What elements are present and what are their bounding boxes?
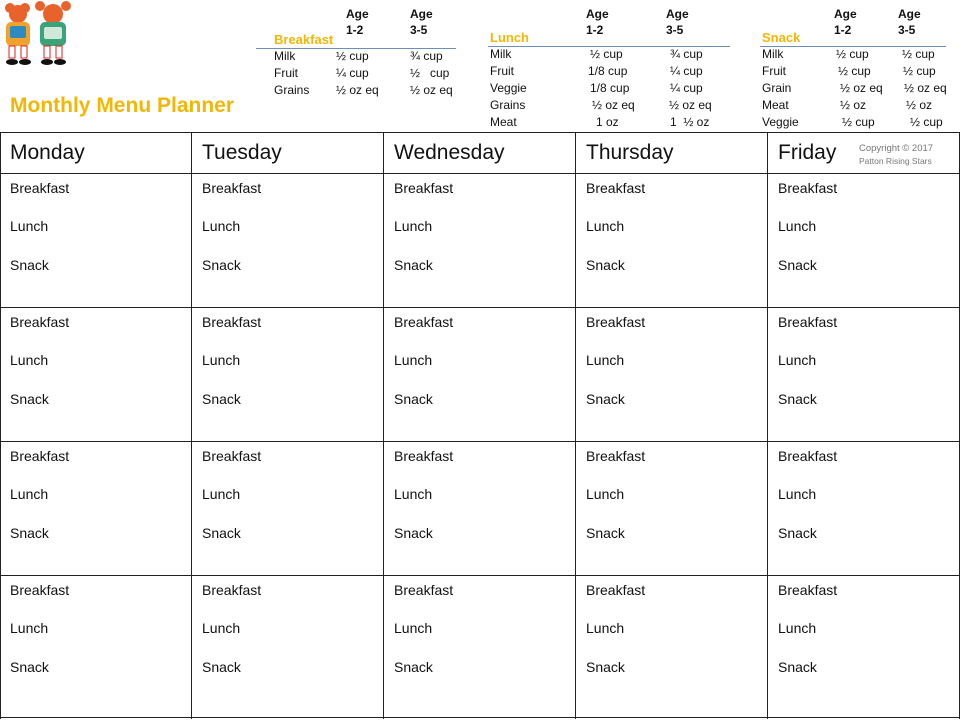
snack-row: Veggie ½ cup ½ cup <box>762 115 943 129</box>
day-header-tuesday: Tuesday <box>202 141 282 164</box>
meal-label: Lunch <box>778 620 817 636</box>
page-title: Monthly Menu Planner <box>10 94 235 117</box>
day-header-thursday: Thursday <box>586 141 674 164</box>
breakfast-row: Milk ½ cup ¾ cup <box>274 49 443 63</box>
meal-label: Breakfast <box>10 180 70 196</box>
age-1-2-header: Age 1-2 <box>346 7 369 37</box>
copyright-notice <box>859 142 959 168</box>
meal-label: Snack <box>586 391 625 407</box>
grid-column-divider <box>191 133 192 719</box>
meal-label: Snack <box>10 391 49 407</box>
day-cell[interactable] <box>10 576 190 706</box>
meal-label: Breakfast <box>394 180 454 196</box>
meal-label: Lunch <box>202 352 241 368</box>
snack-row: Fruit ½ cup ½ cup <box>762 64 936 78</box>
meal-label: Lunch <box>778 352 817 368</box>
meal-label: Breakfast <box>202 582 262 598</box>
meal-label: Breakfast <box>394 314 454 330</box>
meal-label: Lunch <box>586 486 625 502</box>
meal-label: Lunch <box>394 352 433 368</box>
meal-label: Breakfast <box>10 448 70 464</box>
meal-label: Lunch <box>778 218 817 234</box>
day-cell[interactable] <box>10 308 190 438</box>
day-cell[interactable] <box>394 442 574 572</box>
meal-label: Lunch <box>202 486 241 502</box>
copyright-owner: Patton Rising Stars <box>859 156 932 166</box>
snack-row: Milk ½ cup ½ cup <box>762 47 935 61</box>
day-header-monday: Monday <box>10 141 85 164</box>
meal-label: Breakfast <box>394 448 454 464</box>
meal-label: Lunch <box>10 486 49 502</box>
meal-label: Breakfast <box>394 582 454 598</box>
age-1-2-header: Age 1-2 <box>834 7 857 37</box>
meal-label: Snack <box>202 659 241 675</box>
meal-label: Snack <box>202 257 241 273</box>
grid-column-divider <box>0 133 1 719</box>
day-cell[interactable] <box>10 174 190 304</box>
day-cell[interactable] <box>394 174 574 304</box>
meal-label: Breakfast <box>778 180 838 196</box>
grid-row-divider <box>0 717 960 718</box>
day-cell[interactable] <box>586 576 766 706</box>
meal-label: Snack <box>394 257 433 273</box>
age-3-5-header: Age 3-5 <box>410 7 433 37</box>
day-cell[interactable] <box>394 308 574 438</box>
breakfast-serving-reference <box>256 0 460 100</box>
meal-label: Breakfast <box>202 448 262 464</box>
meal-label: Breakfast <box>586 448 646 464</box>
lunch-row: Fruit 1/8 cup ¼ cup <box>490 64 703 78</box>
meal-label: Lunch <box>586 218 625 234</box>
day-cell[interactable] <box>202 576 382 706</box>
age-3-5-header: Age 3-5 <box>666 7 689 37</box>
grid-column-divider <box>767 133 768 719</box>
age-1-2-header: Age 1-2 <box>586 7 609 37</box>
meal-label: Breakfast <box>586 180 646 196</box>
lunch-heading: Lunch <box>490 30 529 45</box>
day-cell[interactable] <box>778 174 958 304</box>
breakfast-row: Fruit ¼ cup ½ cup <box>274 66 450 80</box>
two-kids-with-backpacks-icon <box>0 0 80 70</box>
day-cell[interactable] <box>778 576 958 706</box>
breakfast-row: Grains ½ oz eq ½ oz eq <box>274 83 453 97</box>
meal-label: Breakfast <box>586 582 646 598</box>
snack-serving-reference <box>760 0 958 132</box>
meal-label: Lunch <box>10 620 49 636</box>
meal-label: Snack <box>394 659 433 675</box>
meal-label: Snack <box>394 391 433 407</box>
menu-calendar-grid <box>0 132 960 719</box>
day-cell[interactable] <box>10 442 190 572</box>
meal-label: Snack <box>778 525 817 541</box>
meal-label: Snack <box>10 659 49 675</box>
lunch-row: Milk ½ cup ¾ cup <box>490 47 703 61</box>
meal-label: Snack <box>202 525 241 541</box>
meal-label: Snack <box>586 659 625 675</box>
grid-column-divider <box>383 133 384 719</box>
meal-label: Breakfast <box>586 314 646 330</box>
meal-label: Snack <box>778 257 817 273</box>
day-header-friday: Friday <box>778 141 837 164</box>
day-cell[interactable] <box>586 174 766 304</box>
day-cell[interactable] <box>778 442 958 572</box>
meal-label: Lunch <box>394 218 433 234</box>
meal-label: Lunch <box>202 218 241 234</box>
meal-label: Snack <box>10 525 49 541</box>
meal-label: Lunch <box>202 620 241 636</box>
meal-label: Snack <box>778 391 817 407</box>
meal-label: Lunch <box>586 352 625 368</box>
breakfast-heading: Breakfast <box>274 32 334 47</box>
day-cell[interactable] <box>586 308 766 438</box>
meal-label: Breakfast <box>778 582 838 598</box>
snack-heading: Snack <box>762 30 801 45</box>
meal-label: Lunch <box>778 486 817 502</box>
day-header-wednesday: Wednesday <box>394 141 505 164</box>
meal-label: Snack <box>586 257 625 273</box>
meal-label: Breakfast <box>10 314 70 330</box>
lunch-row: Meat 1 oz 1 ½ oz <box>490 115 710 129</box>
meal-label: Lunch <box>394 486 433 502</box>
day-cell[interactable] <box>778 308 958 438</box>
day-cell[interactable] <box>202 442 382 572</box>
meal-label: Lunch <box>10 218 49 234</box>
day-cell[interactable] <box>202 308 382 438</box>
meal-label: Snack <box>10 257 49 273</box>
meal-label: Breakfast <box>202 180 262 196</box>
meal-label: Breakfast <box>778 448 838 464</box>
meal-label: Lunch <box>394 620 433 636</box>
lunch-row: Veggie 1/8 cup ¼ cup <box>490 81 703 95</box>
age-3-5-header: Age 3-5 <box>898 7 921 37</box>
meal-label: Lunch <box>586 620 625 636</box>
meal-label: Lunch <box>10 352 49 368</box>
meal-label: Snack <box>586 525 625 541</box>
meal-label: Breakfast <box>10 582 70 598</box>
copyright-line: Copyright © 2017 <box>859 143 934 154</box>
lunch-row: Grains ½ oz eq ½ oz eq <box>490 98 712 112</box>
meal-label: Breakfast <box>202 314 262 330</box>
meal-label: Snack <box>394 525 433 541</box>
meal-label: Snack <box>202 391 241 407</box>
snack-row: Meat ½ oz ½ oz <box>762 98 933 112</box>
grid-column-divider <box>575 133 576 719</box>
meal-label: Snack <box>778 659 817 675</box>
meal-label: Breakfast <box>778 314 838 330</box>
day-cell[interactable] <box>394 576 574 706</box>
day-cell[interactable] <box>202 174 382 304</box>
snack-row: Grain ½ oz eq ½ oz eq <box>762 81 947 95</box>
day-cell[interactable] <box>586 442 766 572</box>
lunch-serving-reference <box>488 0 733 132</box>
